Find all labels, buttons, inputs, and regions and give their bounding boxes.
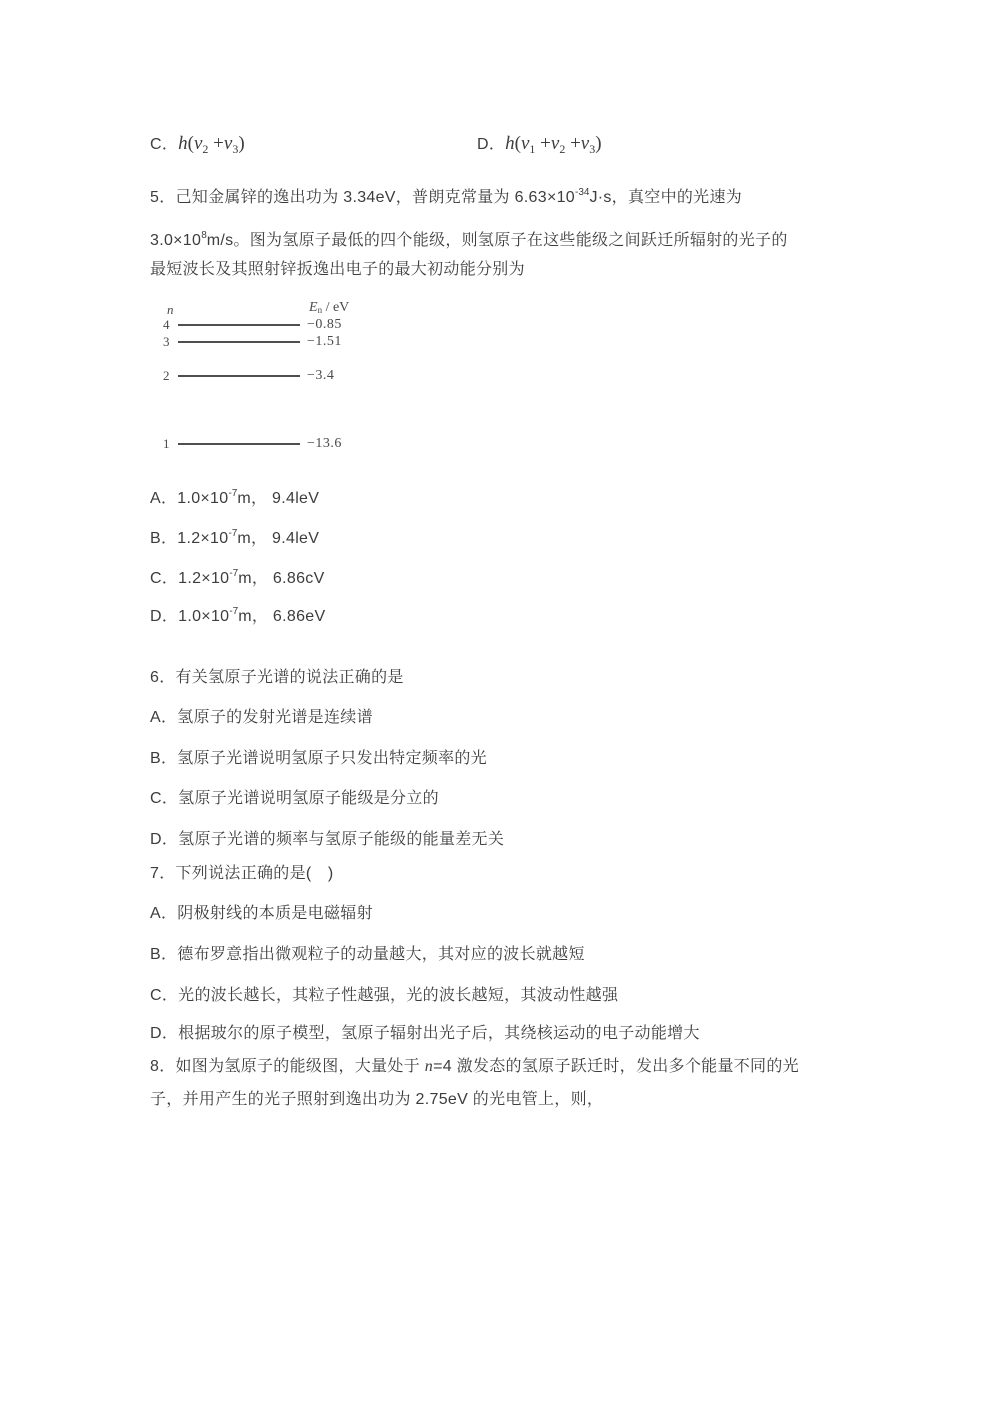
level-line	[178, 324, 300, 326]
energy-level-diagram	[163, 300, 403, 465]
level-row-n2	[163, 369, 403, 383]
diagram-axis-energy-label: $E_n$ / eV	[309, 300, 350, 315]
level-line	[178, 443, 300, 445]
level-line	[178, 341, 300, 343]
level-energy: −13.6	[307, 436, 342, 451]
q6-option-d: D．氢原子光谱的频率与氢原子能级的能量差无关	[150, 831, 505, 848]
level-number: 3	[163, 334, 170, 349]
top-option-row	[150, 132, 870, 160]
q8-stem-line-1: 8．如图为氢原子的能级图，大量处于 n=4 激发态的氢原子跃迁时，发出多个能量不同的光	[150, 1058, 799, 1075]
level-row-n1	[163, 437, 403, 451]
q5-option-a: A．$1.0\times 10^{-7}m$， 9.4leV	[150, 488, 320, 507]
q6-stem: 6．有关氢原子光谱的说法正确的是	[150, 669, 404, 686]
q6-option-c: C．氢原子光谱说明氢原子能级是分立的	[150, 790, 439, 807]
level-number: 1	[163, 436, 170, 451]
level-energy: −0.85	[307, 317, 342, 332]
option-d-label: D．	[477, 136, 506, 153]
level-number: 2	[163, 368, 170, 383]
q5-option-c: C．$1.2\times 10^{-7}m$， 6.86cV	[150, 568, 325, 587]
level-energy: −3.4	[307, 368, 335, 383]
q8-stem-line-2: 子，并用产生的光子照射到逸出功为 2.75eV 的光电管上，则，	[150, 1091, 604, 1108]
level-line	[178, 375, 300, 377]
q6-option-a: A．氢原子的发射光谱是连续谱	[150, 709, 373, 726]
q5-option-d: D．$1.0\times 10^{-7}m$， 6.86eV	[150, 606, 326, 625]
q6-option-b: B．氢原子光谱说明氢原子只发出特定频率的光	[150, 750, 487, 767]
q7-option-a: A．阴极射线的本质是电磁辐射	[150, 905, 373, 922]
diagram-axis-n-label: n	[167, 302, 174, 317]
level-number: 4	[163, 317, 170, 332]
q5-option-b: B．$1.2\times 10^{-7}m$， 9.4leV	[150, 528, 320, 547]
level-row-n4	[163, 318, 403, 332]
q7-stem: 7．下列说法正确的是( )	[150, 865, 334, 882]
level-energy: −1.51	[307, 334, 342, 349]
q5-stem-line-1: 5．己知金属锌的逸出功为 3.34eV，普朗克常量为 $6.63\times 10^{-34}J\cdot s$，真空中的光速为	[150, 187, 743, 206]
q5-stem-line-2: $3.0\times 10^8m/s$。图为氢原子最低的四个能级，则氢原子在这些能级之间跃迁所辐射的光子的	[150, 230, 788, 249]
option-c-label: C．	[150, 136, 179, 153]
level-row-n3	[163, 335, 403, 349]
q5-stem-line-3: 最短波长及其照射锌扳逸出电子的最大初动能分别为	[150, 261, 525, 278]
q7-option-d: D．根据玻尔的原子模型，氢原子辐射出光子后，其绕核运动的电子动能增大	[150, 1025, 700, 1042]
q7-option-b: B．德布罗意指出微观粒子的动量越大，其对应的波长就越短	[150, 946, 585, 963]
top-option-d	[477, 132, 602, 161]
option-c-formula: $h(\nu_2 +\nu_3)$	[178, 133, 245, 156]
top-option-c	[150, 133, 245, 156]
q7-option-c: C．光的波长越长，其粒子性越强，光的波长越短，其波动性越强	[150, 987, 619, 1004]
option-d-formula: $h(\nu_1 +\nu_2 +\nu_3)$	[505, 133, 602, 156]
